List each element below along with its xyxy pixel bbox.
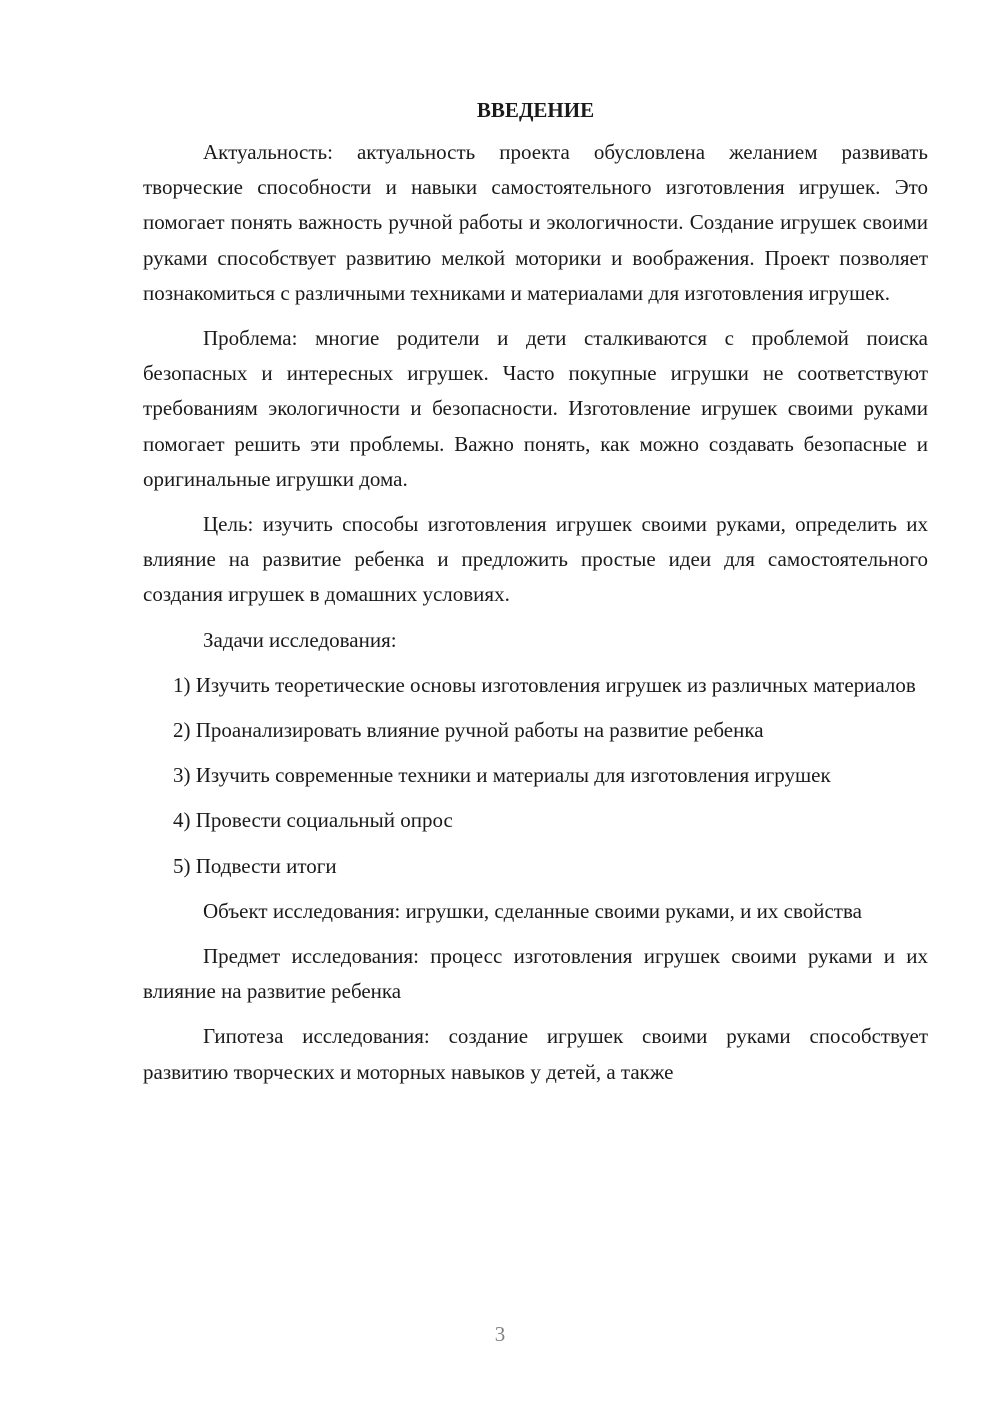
paragraph-problem: Проблема: многие родители и дети сталкиваются с проблемой поиска безопасных и интересных игрушек. Часто покупные игрушки не соответствуют требованиям экологичности и безопасности. Изготовление игрушек своими руками помогает решить эти проблемы. Важно понять, как можно создавать безопасные и оригинальные игрушки дома.: [143, 326, 928, 491]
paragraph-relevance: Актуальность: актуальность проекта обусловлена желанием развивать творческие способности и навыки самостоятельного изготовления игрушек. Это помогает понять важность ручной работы и экологичности. Создание игрушек своими руками способствует развитию мелкой моторики и воображения. Проект позволяет познакомиться с различными техниками и материалами для изготовления игрушек.: [143, 140, 928, 305]
task-item: 5) Подвести итоги: [173, 853, 337, 878]
section-heading: ВВЕДЕНИЕ: [476, 98, 595, 122]
page-number: 3: [494, 1322, 506, 1346]
task-item: 4) Провести социальный опрос: [173, 808, 453, 833]
paragraph-hypothesis: Гипотеза исследования: создание игрушек своими руками способствует развитию творческих и моторных навыков у детей, а также: [143, 1024, 928, 1084]
task-item: 1) Изучить теоретические основы изготовления игрушек из различных материалов: [173, 672, 916, 697]
paragraph-goal: Цель: изучить способы изготовления игрушек своими руками, определить их влияние на развитие ребенка и предложить простые идеи для самостоятельного создания игрушек в домашних условиях.: [143, 512, 928, 607]
tasks-title: Задачи исследования:: [203, 627, 397, 652]
paragraph-object: Объект исследования: игрушки, сделанные своими руками, и их свойства: [203, 898, 862, 923]
paragraph-subject: Предмет исследования: процесс изготовления игрушек своими руками и их влияние на развитие ребенка: [143, 944, 928, 1004]
task-item: 3) Изучить современные техники и материалы для изготовления игрушек: [173, 763, 831, 788]
document-page: [143, 95, 928, 1100]
task-item: 2) Проанализировать влияние ручной работы на развитие ребенка: [173, 718, 764, 743]
